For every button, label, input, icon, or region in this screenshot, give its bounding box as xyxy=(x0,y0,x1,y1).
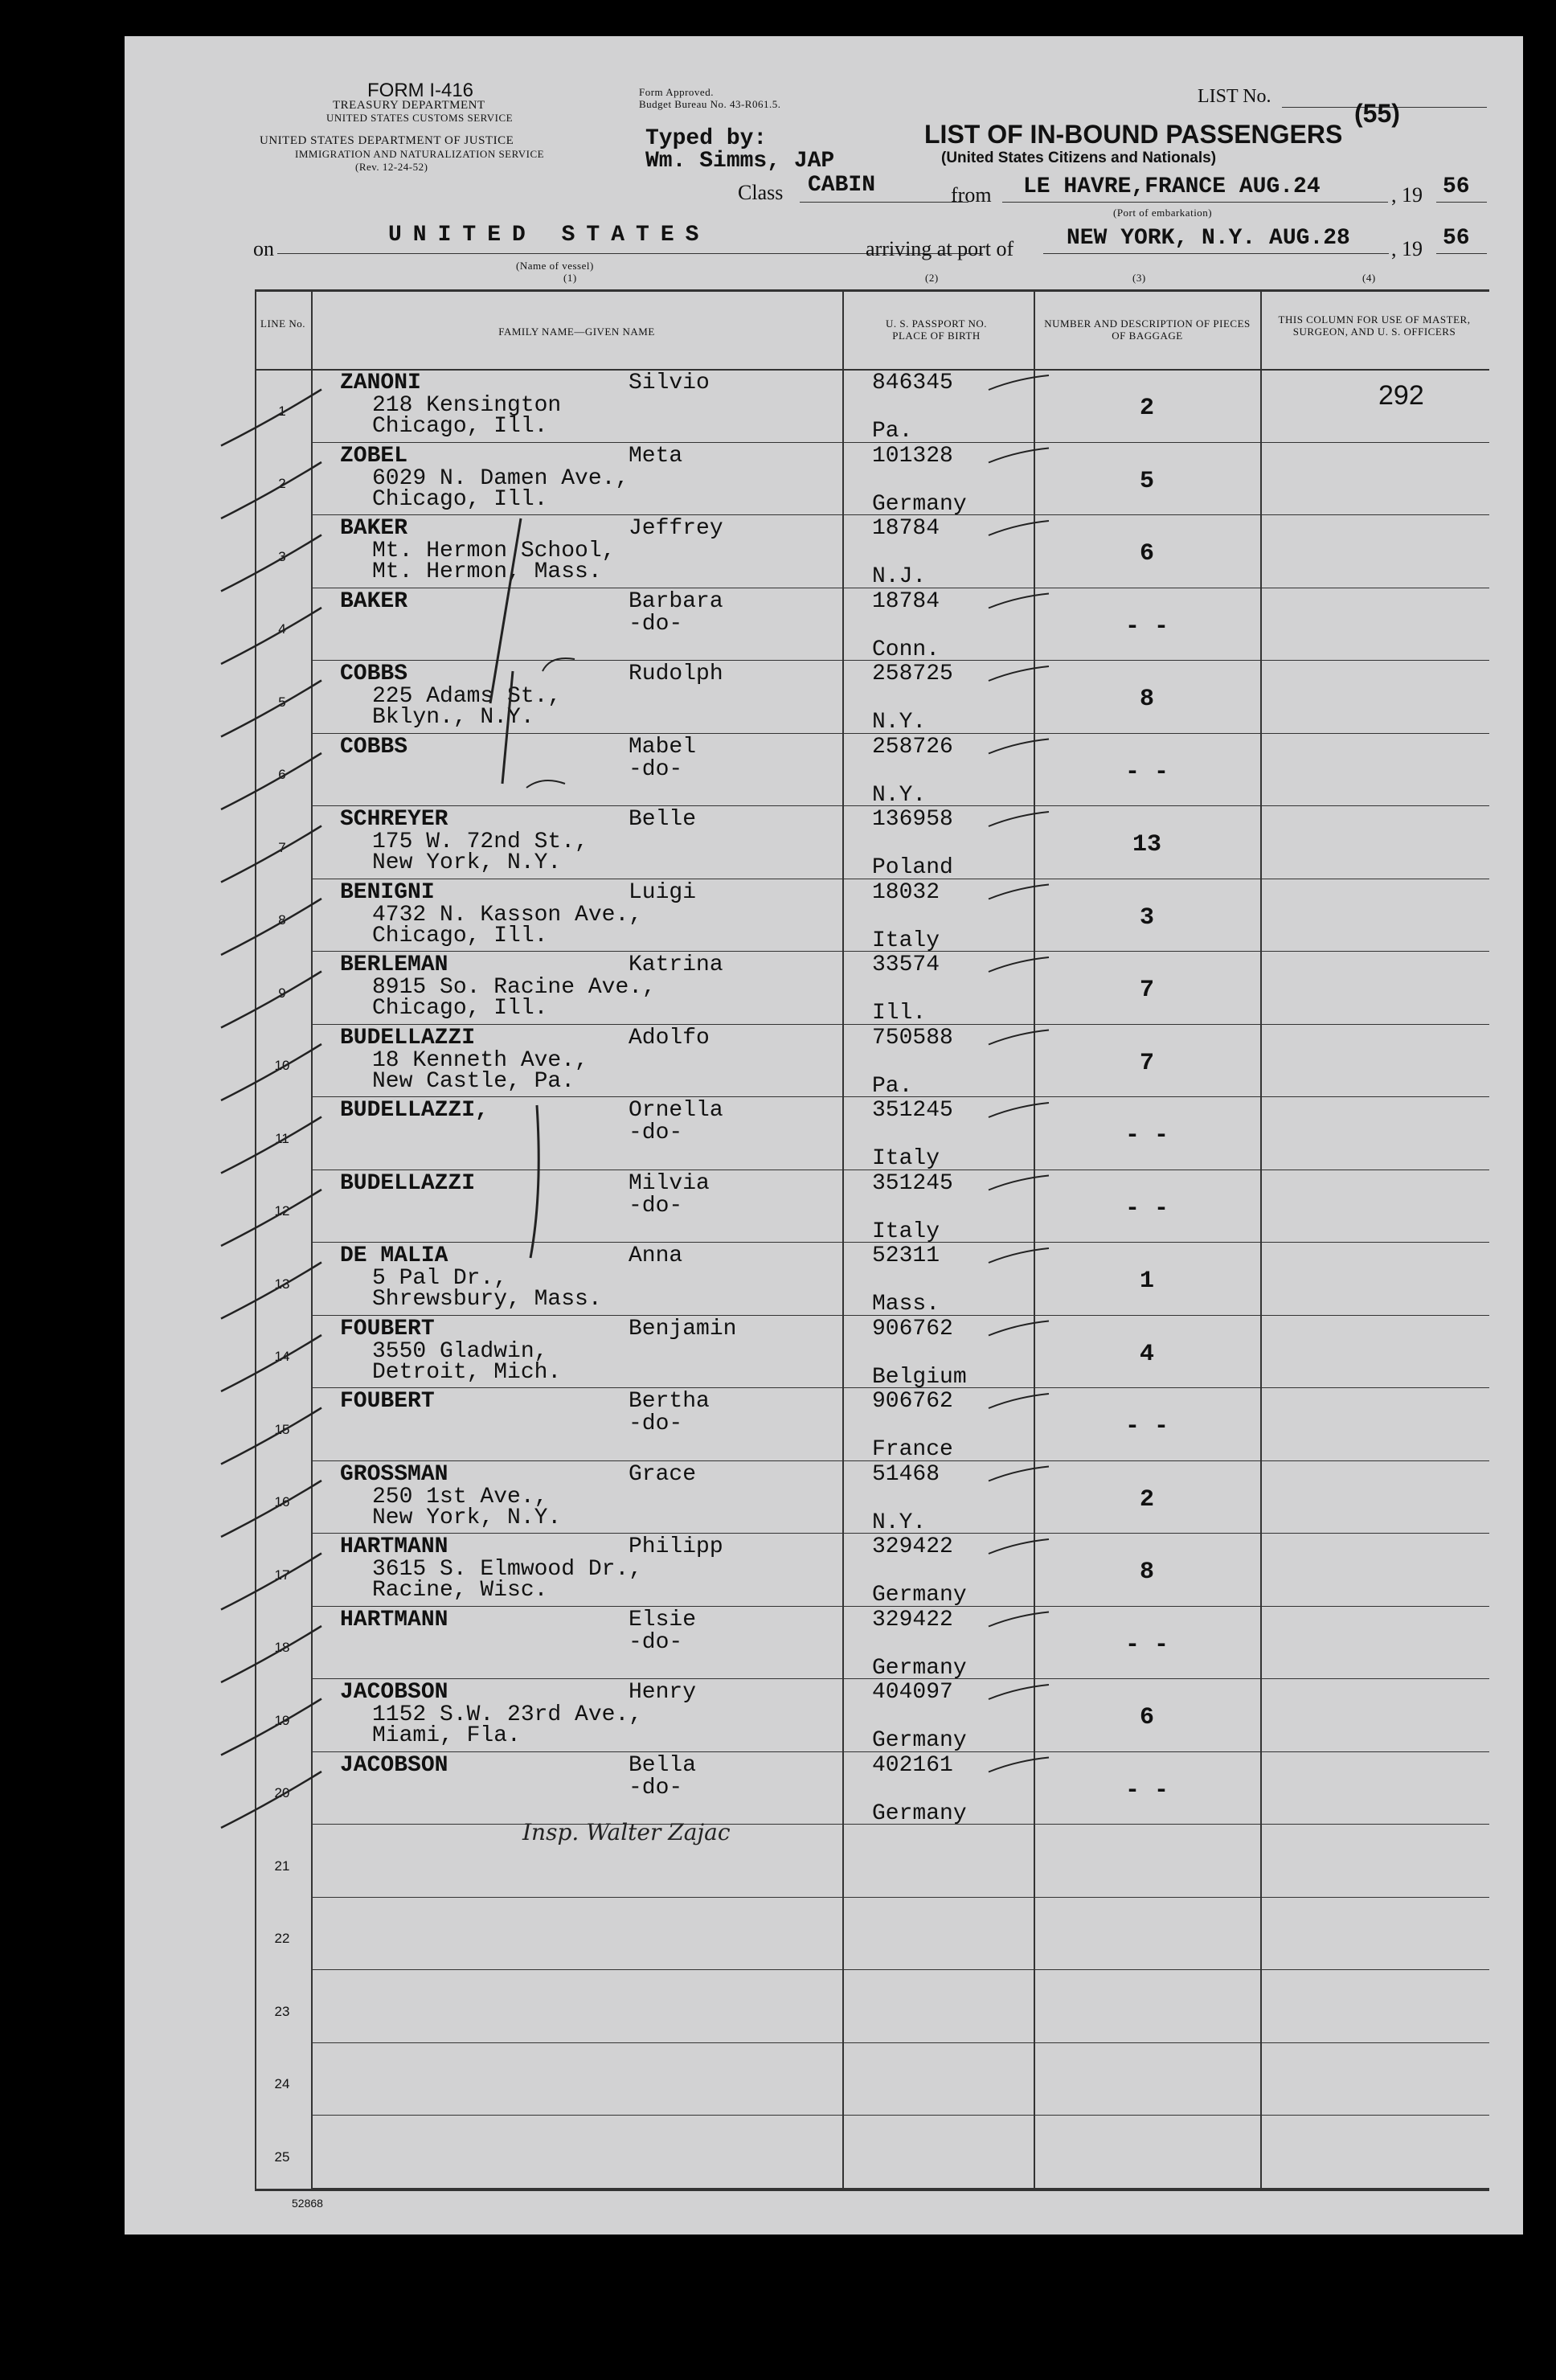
year-underline-1 xyxy=(1436,202,1487,203)
line-number: 9 xyxy=(278,985,286,1001)
column-number-3: (3) xyxy=(1132,272,1146,284)
line-number: 5 xyxy=(278,694,286,710)
form-number: FORM I-416 xyxy=(367,80,474,101)
port-embarkation-caption: (Port of embarkation) xyxy=(1113,207,1213,219)
baggage-count: 8 xyxy=(1139,1559,1154,1586)
baggage-count: 2 xyxy=(1139,395,1154,422)
place-of-birth: Germany xyxy=(872,1655,967,1681)
typed-by-label: Typed by: xyxy=(645,126,768,151)
table-row xyxy=(125,1606,1523,1679)
address-line-1: Mt. Hermon School, xyxy=(372,539,616,563)
address-line-1: 8915 So. Racine Ave., xyxy=(372,975,656,1000)
family-name: ZANONI xyxy=(340,371,421,395)
given-name: Katrina xyxy=(629,952,723,977)
passport-number: 906762 xyxy=(872,1389,953,1414)
family-name: BERLEMAN xyxy=(340,952,448,977)
family-name: HARTMANN xyxy=(340,1534,448,1559)
passport-number: 258725 xyxy=(872,662,953,686)
family-name: GROSSMAN xyxy=(340,1461,448,1487)
baggage-count: - - xyxy=(1124,612,1169,641)
family-name: BUDELLAZZI xyxy=(340,1025,476,1051)
line-number: 14 xyxy=(274,1349,290,1364)
baggage-count: 1 xyxy=(1139,1268,1154,1295)
class-value: CABIN xyxy=(808,173,876,198)
address-line-2: New Castle, Pa. xyxy=(372,1068,575,1094)
given-name: Barbara xyxy=(629,588,723,614)
table-row xyxy=(125,1170,1523,1243)
given-name-ditto: -do- xyxy=(629,756,683,782)
family-name: JACOBSON xyxy=(340,1752,448,1778)
inspector-signature: Insp. Walter Zajac xyxy=(522,1819,731,1845)
address-line-2: Shrewsbury, Mass. xyxy=(372,1287,602,1312)
given-name: Benjamin xyxy=(629,1316,737,1342)
column-header-officers: THIS COLUMN FOR USE OF MASTER, SURGEON, AND U. S. OFFICERS xyxy=(1278,313,1471,338)
list-number-label: LIST No. xyxy=(1198,86,1271,107)
given-name: Ornella xyxy=(629,1098,723,1123)
passport-number: 329422 xyxy=(872,1607,953,1632)
justice-label: UNITED STATES DEPARTMENT OF JUSTICE xyxy=(260,134,514,147)
form-approved-label: Form Approved. xyxy=(639,86,714,98)
line-number: 8 xyxy=(278,912,286,928)
place-of-birth: N.Y. xyxy=(872,782,927,808)
family-name: BUDELLAZZI, xyxy=(340,1098,489,1123)
on-label: on xyxy=(253,237,274,260)
arriving-label: arriving at port of xyxy=(866,237,1014,260)
table-row xyxy=(125,1315,1523,1388)
line-number: 16 xyxy=(274,1494,290,1510)
given-name-ditto: -do- xyxy=(629,1411,683,1436)
column-header-baggage: NUMBER AND DESCRIPTION OF PIECES OF BAGGAGE xyxy=(1044,317,1251,342)
from-label: from xyxy=(951,183,992,207)
family-name: ZOBEL xyxy=(340,443,408,469)
place-of-birth: Italy xyxy=(872,1146,940,1171)
baggage-count: 13 xyxy=(1132,831,1161,858)
line-number: 24 xyxy=(274,2076,290,2091)
address-line-1: 18 Kenneth Ave., xyxy=(372,1047,588,1073)
page-title: LIST OF IN-BOUND PASSENGERS xyxy=(924,120,1343,149)
given-name: Elsie xyxy=(629,1607,697,1632)
given-name: Mabel xyxy=(629,734,697,760)
column-header-line-no: LINE No. xyxy=(260,317,305,330)
passport-number: 846345 xyxy=(872,371,953,395)
passport-number: 33574 xyxy=(872,952,940,977)
given-name: Grace xyxy=(629,1461,697,1487)
line-number: 11 xyxy=(275,1130,289,1146)
place-of-birth: N.Y. xyxy=(872,1510,927,1535)
baggage-count: 7 xyxy=(1139,977,1154,1004)
line-number: 7 xyxy=(278,839,286,855)
place-of-birth: Pa. xyxy=(872,1073,913,1099)
table-row xyxy=(125,2042,1523,2116)
embarkation-value: LE HAVRE,FRANCE AUG.24 xyxy=(1023,174,1321,199)
family-name: HARTMANN xyxy=(340,1607,448,1632)
given-name: Luigi xyxy=(629,879,697,905)
address-line-2: New York, N.Y. xyxy=(372,850,562,875)
officer-note: 292 xyxy=(1378,380,1424,411)
address-line-1: 6029 N. Damen Ave., xyxy=(372,465,629,491)
place-of-birth: Poland xyxy=(872,855,953,880)
place-of-birth: Belgium xyxy=(872,1364,967,1390)
passport-number: 101328 xyxy=(872,443,953,469)
family-name: BENIGNI xyxy=(340,879,435,905)
passport-number: 258726 xyxy=(872,734,953,760)
family-name: DE MALIA xyxy=(340,1243,448,1268)
table-row xyxy=(125,369,1523,442)
baggage-count: 3 xyxy=(1139,903,1154,932)
given-name: Bertha xyxy=(629,1389,710,1414)
year-value-1: 56 xyxy=(1443,174,1470,199)
place-of-birth: Italy xyxy=(872,1219,940,1244)
year-value-2: 56 xyxy=(1443,226,1470,251)
family-name: COBBS xyxy=(340,734,408,760)
address-line-2: Chicago, Ill. xyxy=(372,486,548,512)
given-name: Bella xyxy=(629,1752,697,1778)
baggage-count: - - xyxy=(1124,1776,1169,1804)
table-bottom-border xyxy=(255,2189,1489,2191)
table-row xyxy=(125,588,1523,661)
table-row xyxy=(125,514,1523,588)
address-line-2: Chicago, Ill. xyxy=(372,414,548,439)
line-number: 18 xyxy=(274,1640,290,1655)
budget-bureau-label: Budget Bureau No. 43-R061.5. xyxy=(639,98,781,110)
embarkation-underline xyxy=(1002,202,1388,203)
place-of-birth: Mass. xyxy=(872,1292,940,1317)
given-name: Philipp xyxy=(629,1534,723,1559)
table-row xyxy=(125,1096,1523,1170)
line-number: 4 xyxy=(278,621,286,637)
line-number: 2 xyxy=(278,476,286,491)
column-number-2: (2) xyxy=(925,272,939,284)
baggage-count: - - xyxy=(1124,1122,1169,1149)
address-line-1: 5 Pal Dr., xyxy=(372,1266,508,1291)
place-of-birth: Germany xyxy=(872,491,967,517)
family-name: JACOBSON xyxy=(340,1680,448,1705)
address-line-1: 225 Adams St., xyxy=(372,684,562,709)
line-number: 12 xyxy=(274,1203,290,1219)
line-number: 22 xyxy=(274,1931,290,1946)
address-line-1: 3615 S. Elmwood Dr., xyxy=(372,1557,643,1582)
table-top-border xyxy=(255,289,1489,292)
address-line-1: 218 Kensington xyxy=(372,393,562,418)
baggage-count: 6 xyxy=(1139,540,1154,567)
year-underline-2 xyxy=(1436,253,1487,254)
typed-by-value: Wm. Simms, JAP xyxy=(645,149,835,174)
vessel-value: UNITED STATES xyxy=(388,223,710,248)
line-number: 23 xyxy=(274,2003,290,2019)
table-row xyxy=(125,879,1523,952)
address-line-2: Mt. Hermon, Mass. xyxy=(372,559,602,584)
address-line-1: 4732 N. Kasson Ave., xyxy=(372,902,643,928)
list-number-value: (55) xyxy=(1354,99,1400,128)
place-of-birth: Germany xyxy=(872,1728,967,1753)
line-number: 6 xyxy=(278,767,286,782)
ins-label: IMMIGRATION AND NATURALIZATION SERVICE xyxy=(295,148,545,160)
table-row xyxy=(125,1242,1523,1315)
arrival-value: NEW YORK, N.Y. AUG.28 xyxy=(1067,226,1350,251)
line-number: 19 xyxy=(274,1712,290,1728)
address-line-2: New York, N.Y. xyxy=(372,1505,562,1530)
family-name: BAKER xyxy=(340,516,408,541)
address-line-2: Chicago, Ill. xyxy=(372,996,548,1021)
line-number: 10 xyxy=(274,1058,290,1073)
given-name: Silvio xyxy=(629,371,710,395)
table-row xyxy=(125,1460,1523,1534)
passport-number: 906762 xyxy=(872,1316,953,1342)
table-row xyxy=(125,660,1523,733)
table-row xyxy=(125,1897,1523,1970)
column-header-name: FAMILY NAME—GIVEN NAME xyxy=(498,326,655,338)
column-number-4: (4) xyxy=(1362,272,1376,284)
table-row xyxy=(125,1969,1523,2042)
given-name-ditto: -do- xyxy=(629,1629,683,1655)
address-line-1: 1152 S.W. 23rd Ave., xyxy=(372,1702,643,1727)
table-row xyxy=(125,442,1523,515)
address-line-1: 3550 Gladwin, xyxy=(372,1338,548,1364)
table-row xyxy=(125,1678,1523,1751)
given-name: Milvia xyxy=(629,1170,710,1196)
line-number: 15 xyxy=(274,1421,290,1437)
line-number: 20 xyxy=(274,1785,290,1800)
passport-number: 18784 xyxy=(872,588,940,614)
baggage-count: - - xyxy=(1124,1413,1169,1440)
place-of-birth: Germany xyxy=(872,1583,967,1608)
table-row xyxy=(125,2115,1523,2188)
baggage-count: 5 xyxy=(1139,467,1154,495)
passport-number: 351245 xyxy=(872,1170,953,1196)
year-prefix-1: , 19 xyxy=(1391,183,1423,207)
given-name: Rudolph xyxy=(629,662,723,686)
line-number: 21 xyxy=(274,1858,290,1874)
family-name: FOUBERT xyxy=(340,1389,435,1414)
given-name: Belle xyxy=(629,807,697,832)
line-number: 13 xyxy=(274,1276,290,1292)
family-name: BUDELLAZZI xyxy=(340,1170,476,1196)
baggage-count: - - xyxy=(1124,758,1169,786)
table-row xyxy=(125,1387,1523,1460)
family-name: FOUBERT xyxy=(340,1316,435,1342)
passport-number: 750588 xyxy=(872,1025,953,1051)
table-row xyxy=(125,951,1523,1024)
passport-number: 18032 xyxy=(872,879,940,905)
family-name: SCHREYER xyxy=(340,807,448,832)
class-underline xyxy=(800,202,968,203)
line-number: 25 xyxy=(274,2149,290,2165)
given-name-ditto: -do- xyxy=(629,1193,683,1219)
arrival-underline xyxy=(1043,253,1389,254)
page-subtitle: (United States Citizens and Nationals) xyxy=(941,150,1217,166)
baggage-count: 6 xyxy=(1139,1704,1154,1731)
class-label: Class xyxy=(738,181,784,204)
baggage-count: 7 xyxy=(1139,1049,1154,1077)
place-of-birth: N.Y. xyxy=(872,710,927,735)
table-row xyxy=(125,1533,1523,1606)
treasury-label: TREASURY DEPARTMENT xyxy=(333,99,485,112)
passenger-manifest-page xyxy=(125,36,1523,2235)
line-number: 1 xyxy=(278,403,286,419)
passport-number: 18784 xyxy=(872,516,940,541)
address-line-2: Miami, Fla. xyxy=(372,1723,521,1748)
place-of-birth: Pa. xyxy=(872,419,913,444)
given-name: Jeffrey xyxy=(629,516,723,541)
family-name: COBBS xyxy=(340,662,408,686)
passport-number: 351245 xyxy=(872,1098,953,1123)
line-number: 3 xyxy=(278,548,286,564)
place-of-birth: Conn. xyxy=(872,637,940,662)
passport-number: 402161 xyxy=(872,1752,953,1778)
given-name-ditto: -do- xyxy=(629,1120,683,1145)
table-row xyxy=(125,1024,1523,1097)
given-name: Adolfo xyxy=(629,1025,710,1051)
address-line-2: Racine, Wisc. xyxy=(372,1578,548,1603)
column-number-1: (1) xyxy=(563,272,577,284)
place-of-birth: N.J. xyxy=(872,564,927,589)
baggage-count: 8 xyxy=(1139,686,1154,713)
baggage-count: - - xyxy=(1124,1631,1169,1659)
given-name-ditto: -do- xyxy=(629,611,683,637)
baggage-count: - - xyxy=(1124,1194,1169,1223)
address-line-2: Bklyn., N.Y. xyxy=(372,705,534,730)
address-line-1: 175 W. 72nd St., xyxy=(372,830,588,854)
family-name: BAKER xyxy=(340,588,408,614)
passport-number: 52311 xyxy=(872,1243,940,1268)
customs-label: UNITED STATES CUSTOMS SERVICE xyxy=(326,112,514,124)
baggage-count: 2 xyxy=(1139,1485,1154,1514)
table-row xyxy=(125,805,1523,879)
place-of-birth: Germany xyxy=(872,1800,967,1826)
passport-number: 136958 xyxy=(872,807,953,832)
column-header-passport: U. S. PASSPORT NO. PLACE OF BIRTH xyxy=(886,317,987,342)
place-of-birth: Italy xyxy=(872,928,940,953)
address-line-2: Chicago, Ill. xyxy=(372,923,548,948)
place-of-birth: France xyxy=(872,1437,953,1462)
year-prefix-2: , 19 xyxy=(1391,237,1423,260)
place-of-birth: Ill. xyxy=(872,1001,927,1026)
passport-number: 404097 xyxy=(872,1680,953,1705)
row-divider xyxy=(311,2188,1489,2189)
passport-number: 329422 xyxy=(872,1534,953,1559)
address-line-2: Detroit, Mich. xyxy=(372,1359,562,1385)
line-number: 17 xyxy=(274,1567,290,1583)
table-row xyxy=(125,1751,1523,1825)
passport-number: 51468 xyxy=(872,1461,940,1487)
revision-label: (Rev. 12-24-52) xyxy=(355,161,428,173)
baggage-count: 4 xyxy=(1139,1340,1154,1368)
table-row xyxy=(125,733,1523,806)
footer-code: 52868 xyxy=(292,2197,323,2210)
address-line-1: 250 1st Ave., xyxy=(372,1484,548,1510)
given-name: Henry xyxy=(629,1680,697,1705)
vessel-caption: (Name of vessel) xyxy=(516,260,594,272)
given-name: Meta xyxy=(629,443,683,469)
given-name-ditto: -do- xyxy=(629,1775,683,1800)
table-row xyxy=(125,1824,1523,1897)
given-name: Anna xyxy=(629,1243,683,1268)
